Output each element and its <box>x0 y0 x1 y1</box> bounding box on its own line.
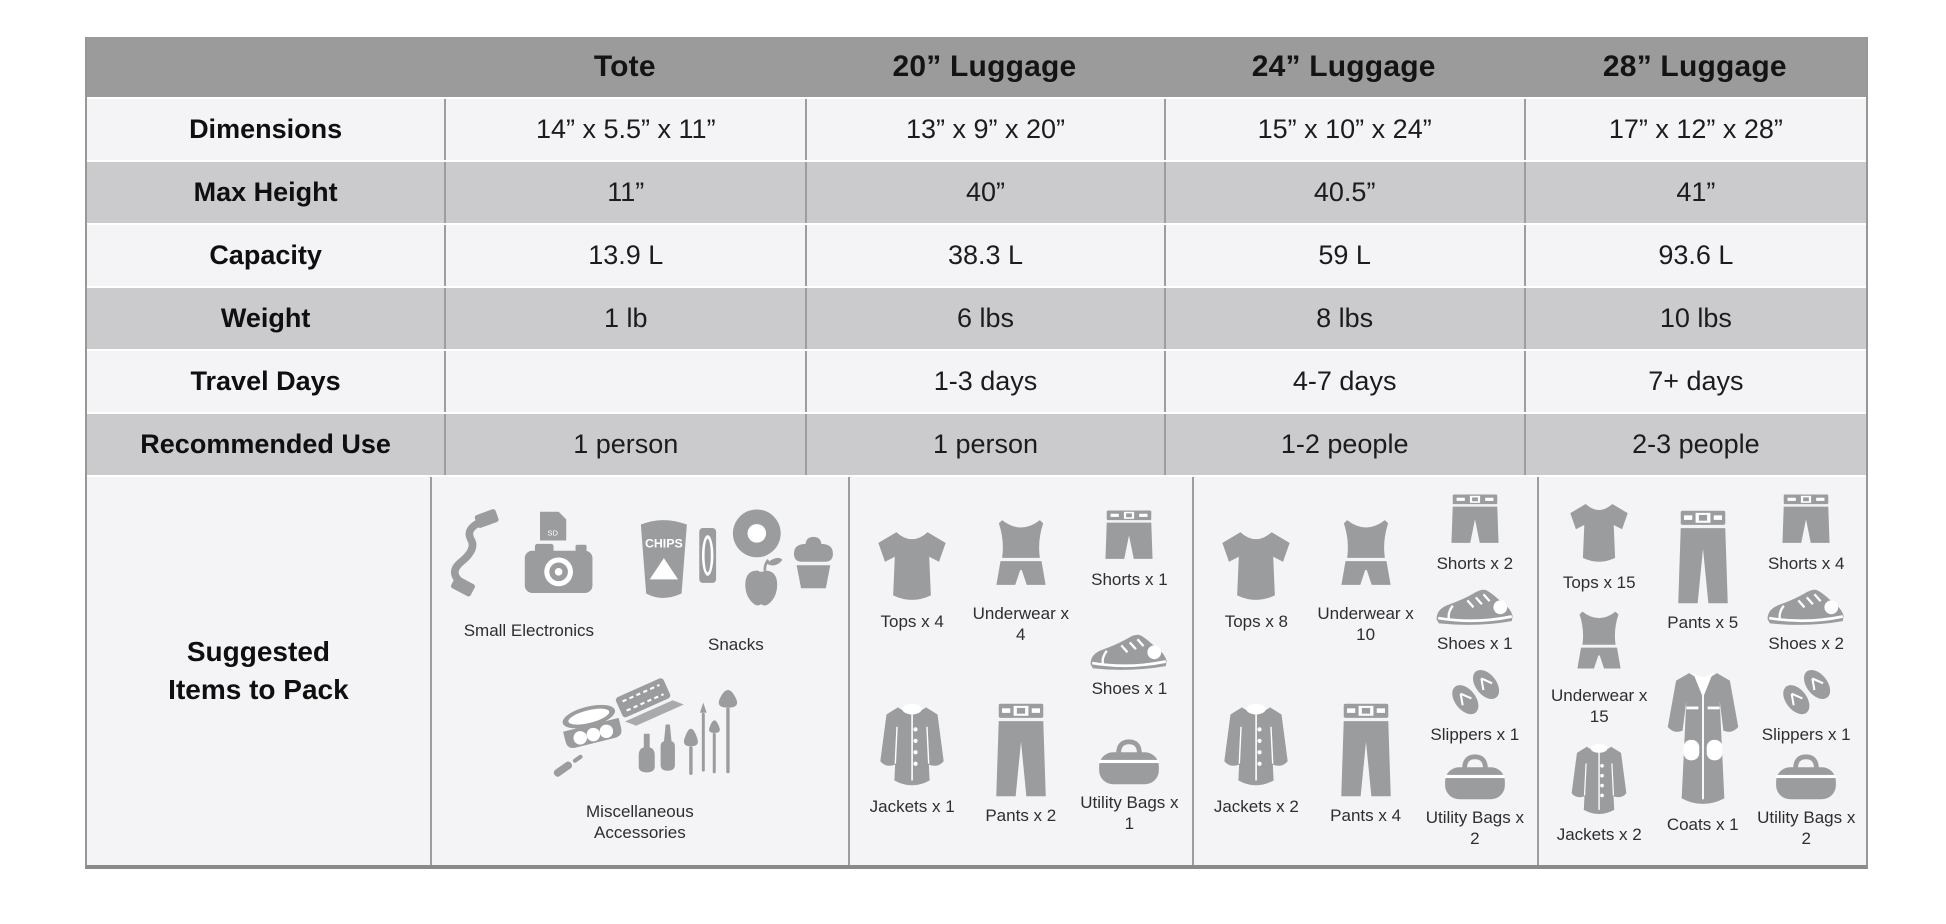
cell-value: 1 person <box>805 414 1163 475</box>
pack-column <box>1311 489 1420 853</box>
pack-item-label: Pants x 5 <box>1667 612 1739 632</box>
luggage-comparison-table <box>85 37 1868 869</box>
pack-item <box>985 700 1056 826</box>
pack-item <box>1213 524 1299 632</box>
table-header-row <box>87 37 1866 97</box>
pants-icon <box>1670 507 1736 607</box>
tote-group-snacks <box>632 505 840 655</box>
pack-item-label: Shoes x 1 <box>1437 633 1513 653</box>
pack-item <box>1430 661 1519 745</box>
row-weight <box>87 286 1866 349</box>
pack-column <box>1420 489 1529 853</box>
row-suggested-items <box>87 475 1866 865</box>
tote-group-accessories <box>541 674 739 844</box>
cell-value: 40” <box>805 162 1163 223</box>
misc-accessories-icon <box>541 674 739 796</box>
pack-item <box>1420 752 1529 850</box>
pack-item <box>1212 703 1300 817</box>
row-label: Weight <box>220 303 311 333</box>
pack-cell-24-luggage <box>1192 477 1538 865</box>
cell-value: 1-3 days <box>805 351 1163 412</box>
cell-value: 40.5” <box>1164 162 1524 223</box>
pack-item-label: Underwear x 15 <box>1551 686 1648 727</box>
pack-item-label: Utility Bags x 2 <box>1757 808 1856 849</box>
cell-value: 15” x 10” x 24” <box>1164 99 1524 160</box>
row-label-line2: Items to Pack <box>168 674 349 705</box>
tote-group-electronics <box>440 505 618 641</box>
pack-item <box>1547 608 1651 728</box>
cell-value: 10 lbs <box>1524 288 1866 349</box>
pack-cell-20-luggage <box>848 477 1192 865</box>
cell-value: 1 lb <box>444 288 805 349</box>
pack-item <box>1330 700 1401 826</box>
cell-value: 1-2 people <box>1164 414 1524 475</box>
svg-text:SD: SD <box>547 528 558 538</box>
shoe-icon <box>1432 582 1518 628</box>
pants-icon <box>988 700 1054 800</box>
pack-item <box>1091 508 1168 590</box>
pack-item-label: Slippers x 1 <box>1430 724 1520 744</box>
underwear-icon <box>980 516 1062 598</box>
top-icon <box>869 524 955 606</box>
tote-group-label: Miscellaneous Accessories <box>586 801 694 843</box>
tote-top-groups <box>440 505 840 655</box>
underwear-icon <box>1325 516 1407 598</box>
pack-item-label: Coats x 1 <box>1666 814 1739 834</box>
tote-group-label: Small Electronics <box>463 620 595 640</box>
row-label: Max Height <box>193 177 338 207</box>
pack-item-label: Slippers x 1 <box>1761 724 1851 744</box>
shoe-icon <box>1763 582 1849 628</box>
jacket-icon <box>1212 703 1300 791</box>
header-cell-tote: Tote <box>593 50 656 83</box>
cell-value: 13.9 L <box>444 225 805 286</box>
cell-value <box>444 351 805 412</box>
pack-item-label: Underwear x 10 <box>1317 604 1414 645</box>
pack-item <box>1762 661 1851 745</box>
cell-value: 1 person <box>444 414 805 475</box>
pack-item <box>1086 627 1172 699</box>
cell-value: 8 lbs <box>1164 288 1524 349</box>
row-max-height <box>87 160 1866 223</box>
pack-column <box>1547 489 1651 853</box>
pack-item-label: Pants x 4 <box>1330 805 1402 825</box>
pack-item <box>1754 752 1858 850</box>
pack-item-label: Shoes x 1 <box>1091 679 1168 699</box>
pack-item <box>1763 582 1849 654</box>
jacket-icon <box>868 703 956 791</box>
row-label-suggested-items <box>87 477 430 865</box>
row-capacity <box>87 223 1866 286</box>
row-label-line1: Suggested <box>186 636 330 668</box>
cell-value: 38.3 L <box>805 225 1163 286</box>
pack-item-label: Shoes x 2 <box>1768 633 1845 653</box>
pack-item-label: Jackets x 1 <box>869 797 955 817</box>
snacks-icon <box>632 505 840 629</box>
svg-text:CHIPS: CHIPS <box>644 536 683 551</box>
shoe-icon <box>1086 627 1172 673</box>
cell-value: 4-7 days <box>1164 351 1524 412</box>
row-dimensions <box>87 97 1866 160</box>
pack-item <box>1075 737 1184 835</box>
row-travel-days <box>87 349 1866 412</box>
header-cell-28in: 28” Luggage <box>1602 50 1787 83</box>
header-cell-24in: 24” Luggage <box>1251 50 1436 83</box>
cell-value: 7+ days <box>1524 351 1866 412</box>
underwear-icon <box>1563 608 1635 680</box>
shorts-icon <box>1097 508 1161 564</box>
pack-item <box>1557 743 1642 845</box>
pack-column <box>1202 489 1311 853</box>
shorts-icon <box>1443 492 1507 548</box>
top-icon <box>1213 524 1299 606</box>
pack-item-label: Utility Bags x 1 <box>1080 792 1179 834</box>
slippers-icon <box>1774 661 1838 719</box>
pack-cell-tote <box>430 477 848 865</box>
pack-column <box>1651 489 1755 853</box>
pack-item-label: Jackets x 2 <box>1213 797 1299 817</box>
cell-value: 2-3 people <box>1524 414 1866 475</box>
pack-item-label: Underwear x 4 <box>972 604 1069 645</box>
row-recommended-use <box>87 412 1866 475</box>
row-label: Recommended Use <box>140 429 391 459</box>
pack-cell-28-luggage <box>1537 477 1866 865</box>
slippers-icon <box>1443 661 1507 719</box>
pack-item <box>1652 669 1754 835</box>
shorts-icon <box>1774 492 1838 548</box>
header-cell-empty <box>87 37 444 97</box>
pack-item-label: Pants x 2 <box>985 805 1057 825</box>
utility-bag-icon <box>1094 737 1164 787</box>
pack-item-label: Shorts x 2 <box>1436 554 1514 574</box>
row-label: Dimensions <box>189 114 343 144</box>
cell-value: 11” <box>444 162 805 223</box>
utility-bag-icon <box>1771 752 1841 802</box>
cell-value: 17” x 12” x 28” <box>1524 99 1866 160</box>
pack-item <box>1311 516 1420 646</box>
utility-bag-icon <box>1440 752 1510 802</box>
pack-item <box>868 703 956 817</box>
pack-item <box>1432 582 1518 654</box>
pack-item-label: Jackets x 2 <box>1556 825 1642 845</box>
top-icon <box>1562 497 1636 567</box>
pack-item-label: Shorts x 4 <box>1767 554 1845 574</box>
header-cell-20in: 20” Luggage <box>892 50 1077 83</box>
pack-item <box>1768 492 1845 574</box>
pack-item <box>1562 497 1636 593</box>
pack-column <box>858 489 967 853</box>
cell-value: 59 L <box>1164 225 1524 286</box>
cell-value: 41” <box>1524 162 1866 223</box>
pack-item <box>1667 507 1738 633</box>
pants-icon <box>1333 700 1399 800</box>
cell-value: 93.6 L <box>1524 225 1866 286</box>
cell-value: 13” x 9” x 20” <box>805 99 1163 160</box>
cell-value: 14” x 5.5” x 11” <box>444 99 805 160</box>
jacket-icon <box>1561 743 1637 819</box>
cell-value: 6 lbs <box>805 288 1163 349</box>
coat-icon <box>1652 669 1754 809</box>
pack-item <box>966 516 1075 646</box>
pack-item-label: Tops x 8 <box>1224 612 1288 632</box>
pack-item-label: Shorts x 1 <box>1091 569 1168 589</box>
pack-item <box>869 524 955 632</box>
row-label: Capacity <box>209 240 322 270</box>
tote-group-label: Snacks <box>708 634 764 654</box>
pack-column <box>1075 489 1184 853</box>
pack-item-label: Tops x 15 <box>1562 572 1636 592</box>
pack-column <box>1754 489 1858 853</box>
pack-item-label: Utility Bags x 2 <box>1425 808 1524 849</box>
pack-column <box>966 489 1075 853</box>
pack-item <box>1437 492 1514 574</box>
pack-item-label: Tops x 4 <box>880 612 944 632</box>
small-electronics-icon <box>440 505 618 615</box>
row-label: Travel Days <box>190 366 341 396</box>
